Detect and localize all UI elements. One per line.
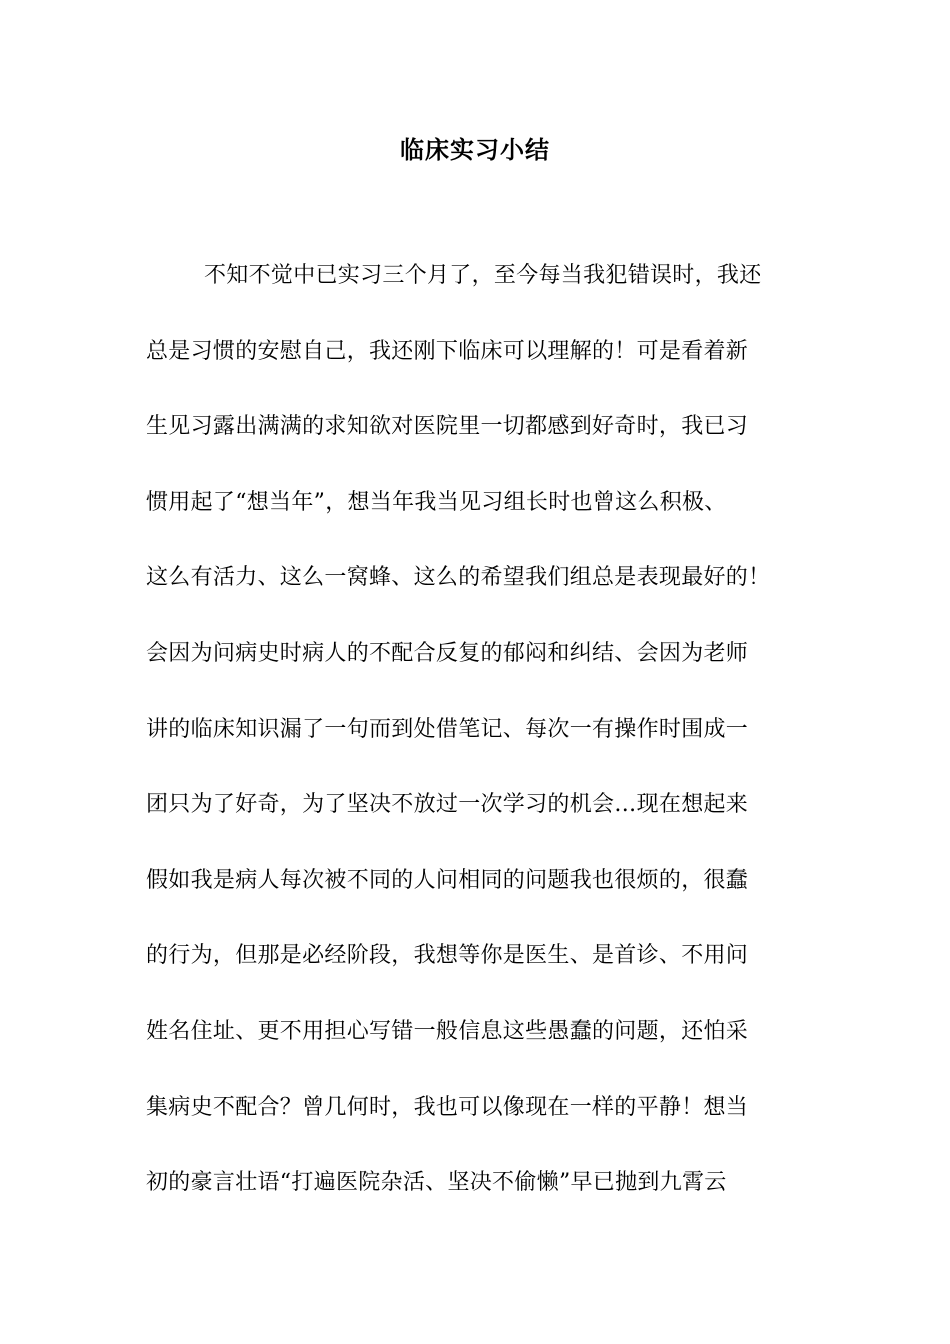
paragraph-line: 姓名住址、更不用担心写错一般信息这些愚蠢的问题，还怕采 [146,1018,749,1044]
paragraph-line: 初的豪言壮语“打遍医院杂活、坚决不偷懒”早已抛到九霄云 [146,1170,727,1196]
paragraph-line: 团只为了好奇，为了坚决不放过一次学习的机会…现在想起来 [146,792,749,818]
paragraph-line: 假如我是病人每次被不同的人问相同的问题我也很烦的，很蠢 [146,867,749,893]
paragraph-line: 的行为，但那是必经阶段，我想等你是医生、是首诊、不用问 [146,943,749,969]
paragraph-line: 集病史不配合？曾几何时，我也可以像现在一样的平静！想当 [146,1094,749,1120]
paragraph-line: 这么有活力、这么一窝蜂、这么的希望我们组总是表现最好的！ [146,565,771,591]
document-body [146,256,836,1239]
paragraph-line: 讲的临床知识漏了一句而到处借笔记、每次一有操作时围成一 [146,716,749,742]
paragraph-line: 生见习露出满满的求知欲对医院里一切都感到好奇时，我已习 [146,414,749,440]
paragraph-line: 惯用起了“想当年”，想当年我当见习组长时也曾这么积极、 [146,489,727,515]
paragraph-line: 会因为问病史时病人的不配合反复的郁闷和纠结、会因为老师 [146,640,749,666]
paragraph-line: 不知不觉中已实习三个月了，至今每当我犯错误时，我还 [204,263,762,288]
document-title: 临床实习小结 [400,135,550,164]
paragraph-line: 总是习惯的安慰自己，我还刚下临床可以理解的！可是看着新 [146,338,749,364]
